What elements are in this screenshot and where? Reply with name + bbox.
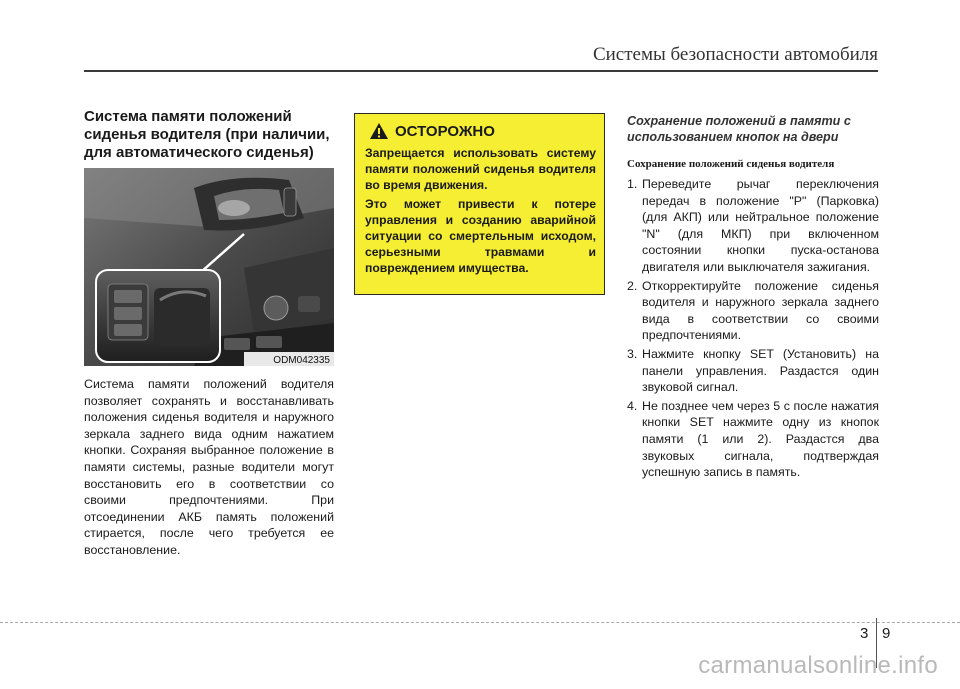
right-column xyxy=(627,113,879,483)
header-title: Системы безопасности автомобиля xyxy=(592,44,878,65)
warning-heading: ОСТОРОЖНО xyxy=(395,122,495,140)
step-text: Нажмите кнопку SET (Установить) на панели управления. Раздастся один звуковой сигнал. xyxy=(642,346,879,395)
warning-header xyxy=(369,122,596,140)
warning-paragraph-2: Это может привести к потере управления и созданию аварийной ситуации со смертельным исходом, серьезными травмами и повреждением имущества. xyxy=(365,197,596,275)
watermark: carmanualsonline.info xyxy=(698,652,938,679)
door-panel-photo xyxy=(84,168,334,366)
right-subtitle: Сохранение положений сиденья водителя xyxy=(627,158,835,170)
header-rule xyxy=(84,70,878,72)
section-title-line-1: Система памяти положений xyxy=(84,108,292,125)
right-title: Сохранение положений в памяти с использованием кнопок на двери xyxy=(627,114,851,144)
step-text: Не позднее чем через 5 с после нажатия кнопки SET нажмите одну из кнопок памяти (1 или 2). Раздастся два звуковых сигнала, подтверждая успешную запись в память. xyxy=(642,398,879,480)
left-column xyxy=(84,108,334,557)
section-title xyxy=(84,108,334,162)
footer-rule xyxy=(0,622,960,623)
list-item xyxy=(627,278,879,344)
section-title-line-3: для автоматического сиденья) xyxy=(84,144,314,161)
body-text: Система памяти положений водителя позволяет сохранять и восстанавливать положения сиденья водителя и наружного зеркала заднего вида одним нажатием кнопки. Сохраняя выбранное положение в памяти системы, разные водители могут восстановить его в соответствии со своими предпочтениями. При отсоединении АКБ память положений стирается, после чего требуется ее восстановление. xyxy=(84,377,334,557)
step-text: Откорректируйте положение сиденья водителя и наружного зеркала заднего вида в соответствии со своими предпочтениями. xyxy=(642,278,879,343)
step-number: 2. xyxy=(627,278,638,293)
warning-paragraph-1: Запрещается использовать систему памяти положений сиденья водителя во время движения. xyxy=(365,146,596,192)
chapter-number: 3 xyxy=(860,625,869,642)
image-code: ODM042335 xyxy=(273,355,330,366)
list-item xyxy=(627,346,879,396)
warning-box xyxy=(354,113,605,295)
list-item xyxy=(627,398,879,481)
page-number: 9 xyxy=(882,625,891,642)
step-number: 1. xyxy=(627,177,638,191)
step-number: 4. xyxy=(627,398,638,413)
section-title-line-2: сиденья водителя (при наличии, xyxy=(84,126,330,143)
step-number: 3. xyxy=(627,346,638,361)
list-item xyxy=(627,176,879,276)
warning-icon xyxy=(369,122,389,140)
steps-list xyxy=(627,176,879,481)
step-text: Переведите рычаг переключения передач в положение "P" (Парковка) (для АКП) или нейтральное положение "N" (для МКП) при включенном состоянии кнопки пуска-останова двигателя или выключателя зажигания. xyxy=(642,177,879,274)
